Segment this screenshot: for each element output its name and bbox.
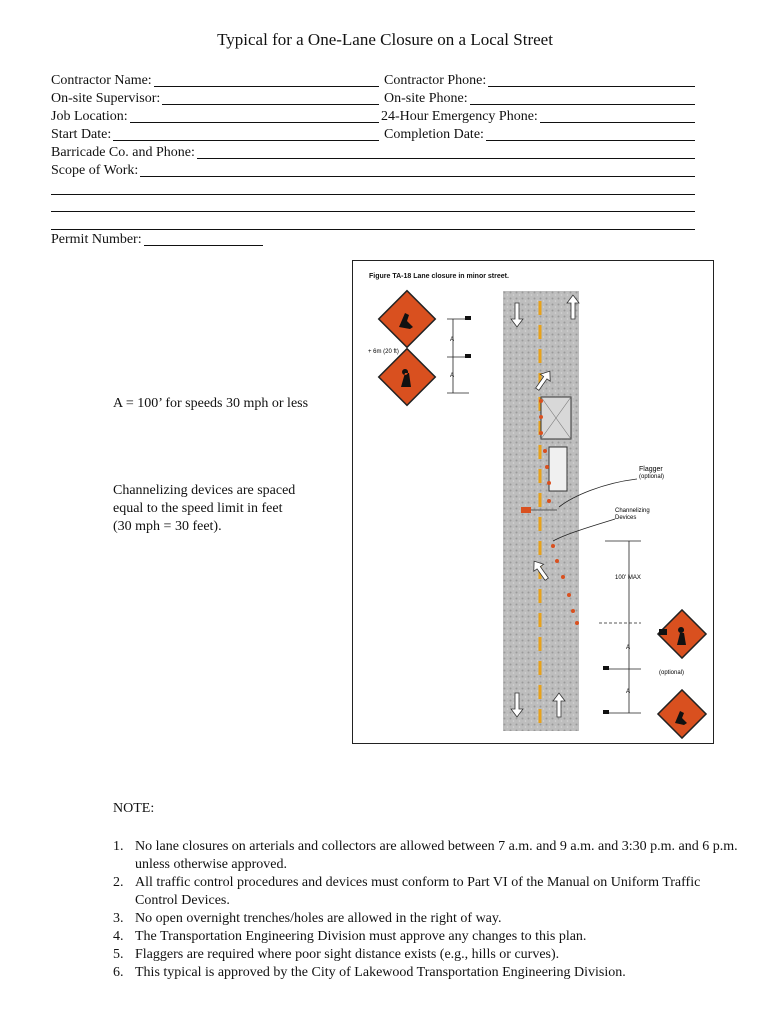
channel-note-1: Channelizing devices are spaced (113, 483, 296, 498)
note-text: Flaggers are required where poor sight distance exists (e.g., hills or curves). (135, 947, 560, 962)
form-row-location (51, 108, 695, 126)
note-text: All traffic control procedures and devices must conform to Part VI of the Manual on Uniform Traffic Control Devices. (135, 875, 701, 908)
form-row-barricade (51, 144, 695, 162)
note-number: 5. (113, 947, 124, 962)
dim-a-label-3: A (626, 645, 631, 651)
speed-note: A = 100’ for speeds 30 mph or less (113, 396, 309, 411)
page-title: Typical for a One-Lane Closure on a Local Street (217, 30, 553, 49)
permit-row (51, 231, 263, 249)
note-number: 4. (113, 929, 124, 944)
note-item (113, 928, 743, 946)
road-work-sign-icon-right (658, 690, 706, 738)
note-number: 2. (113, 875, 124, 890)
onsite-phone-field[interactable] (470, 90, 695, 105)
work-truck (549, 447, 567, 491)
channel-note-2: equal to the speed limit in feet (113, 501, 283, 516)
channel-label-2: Devices (615, 515, 637, 521)
max-label: 100' MAX (615, 575, 641, 581)
contractor-phone-field[interactable] (488, 72, 695, 87)
job-location-field[interactable] (130, 108, 379, 123)
road-work-sign-icon (379, 291, 436, 348)
dim-a-label-1: A (450, 337, 455, 343)
onsite-supervisor-field[interactable] (162, 90, 379, 105)
scope-line-2[interactable] (51, 194, 695, 195)
dim-a-label-4: A (626, 689, 631, 695)
note-heading: NOTE: (113, 801, 155, 816)
note-text: No open overnight trenches/holes are allowed in the right of way. (135, 911, 502, 926)
scope-line-4[interactable] (51, 229, 695, 230)
start-date-field[interactable] (113, 126, 379, 141)
approx-label: + 6m (20 ft) (368, 349, 399, 355)
barricade-label: Barricade Co. and Phone: (51, 145, 195, 160)
contractor-phone-label: Contractor Phone: (384, 73, 487, 88)
onsite-supervisor-label: On-site Supervisor: (51, 91, 161, 106)
note-item (113, 946, 743, 964)
permit-field[interactable] (144, 231, 263, 246)
optional-label: (optional) (659, 670, 685, 676)
contractor-name-label: Contractor Name: (51, 73, 152, 88)
dim-a-label-2: A (450, 373, 455, 379)
form-row-contractor (51, 72, 695, 90)
emergency-phone-field[interactable] (540, 108, 695, 123)
flag-paddle-icon (659, 629, 667, 635)
note-text: The Transportation Engineering Division must approve any changes to this plan. (135, 929, 587, 944)
job-location-label: Job Location: (51, 109, 128, 124)
notes-list (113, 838, 743, 982)
contractor-name-field[interactable] (154, 72, 379, 87)
flagger-sub-label: (optional) (639, 474, 665, 480)
flagger-marker (521, 507, 531, 513)
scope-label: Scope of Work: (51, 163, 139, 178)
completion-date-label: Completion Date: (384, 127, 484, 142)
note-item (113, 838, 743, 874)
barricade-field[interactable] (197, 144, 695, 159)
scope-line-3[interactable] (51, 211, 695, 212)
note-number: 1. (113, 839, 124, 854)
note-text: No lane closures on arterials and collectors are allowed between 7 a.m. and 9 a.m. and 3:30 p.m. and 6 p.m. unless otherwise approved. (135, 839, 738, 872)
note-item (113, 874, 743, 910)
start-date-label: Start Date: (51, 127, 112, 142)
note-item (113, 964, 743, 982)
onsite-phone-label: On-site Phone: (384, 91, 468, 106)
note-item (113, 910, 743, 928)
channel-label-1: Channelizing (615, 508, 650, 514)
flagger-label: Flagger (639, 466, 663, 473)
permit-label: Permit Number: (51, 232, 142, 247)
channel-note-3: (30 mph = 30 feet). (113, 519, 222, 534)
note-text: This typical is approved by the City of Lakewood Transportation Engineering Division. (135, 965, 626, 980)
form-row-scope (51, 162, 695, 180)
flagger-sign-icon (379, 349, 436, 406)
note-number: 3. (113, 911, 124, 926)
emergency-phone-label: 24-Hour Emergency Phone: (381, 109, 538, 124)
form-row-dates (51, 126, 695, 144)
note-number: 6. (113, 965, 124, 980)
completion-date-field[interactable] (486, 126, 695, 141)
figure-caption: Figure TA-18 Lane closure in minor street. (369, 273, 509, 280)
diagram-svg (353, 261, 713, 743)
traffic-diagram (352, 260, 714, 744)
form-row-supervisor (51, 90, 695, 108)
scope-field[interactable] (140, 162, 695, 177)
